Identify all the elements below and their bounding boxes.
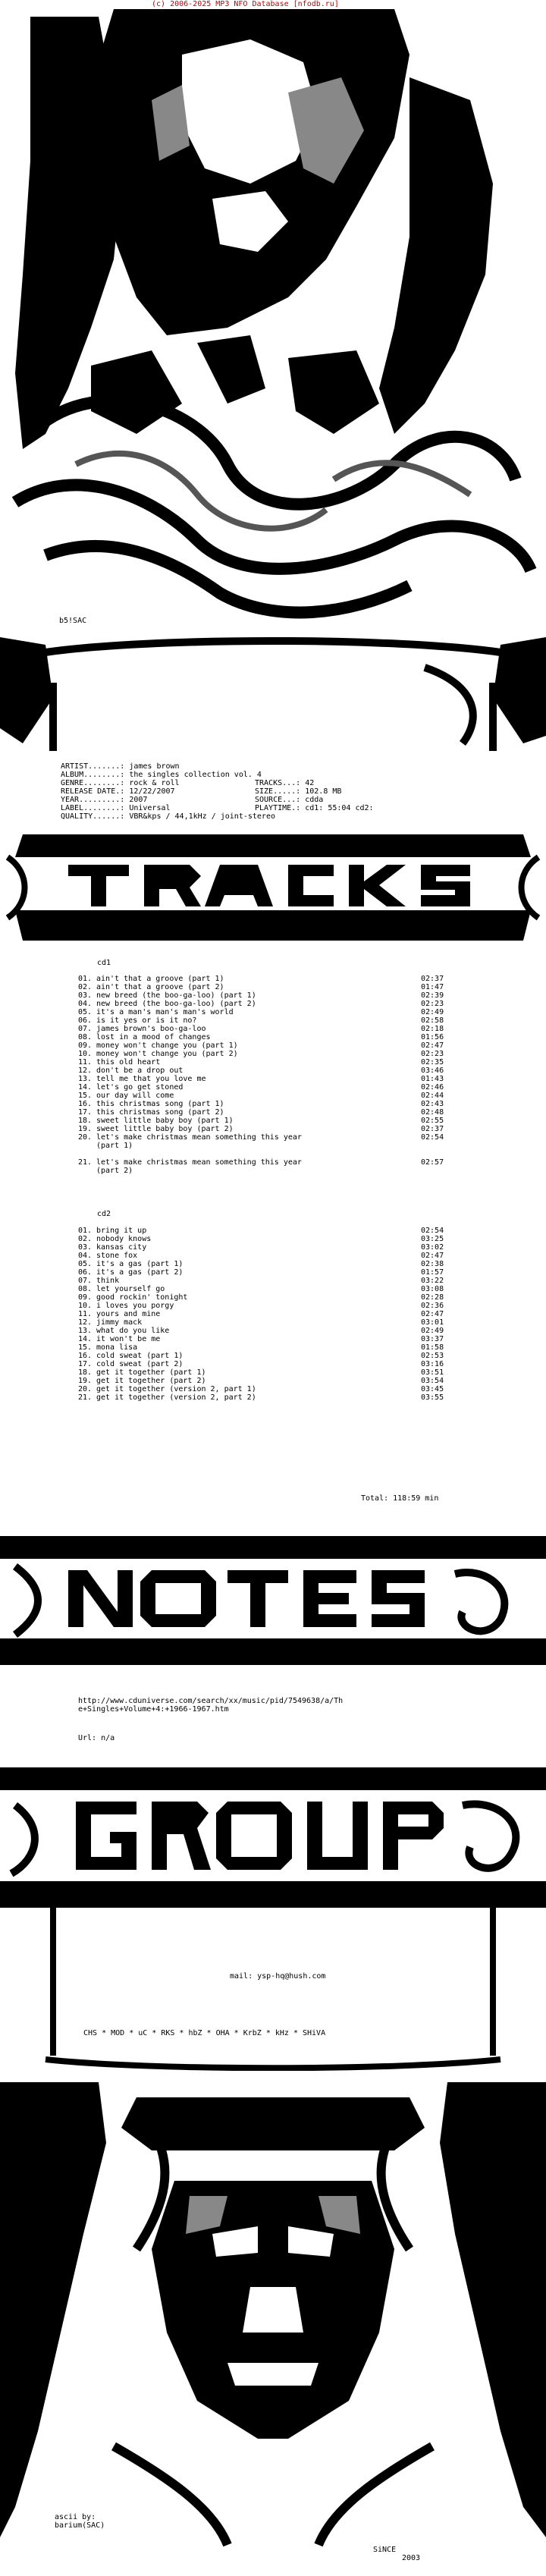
track-number: 13. (78, 1075, 93, 1083)
track-title: let's make christmas mean something this year (96, 1158, 302, 1167)
track-duration: 02:37 (421, 1125, 444, 1133)
track-duration: 02:47 (421, 1310, 444, 1318)
track-duration: 02:53 (421, 1352, 444, 1360)
track-row (78, 1041, 472, 1050)
track-title: get it together (version 2, part 2) (96, 1393, 256, 1402)
label-label: LABEL........: (61, 804, 125, 812)
track-row (78, 1293, 472, 1302)
track-number: 09. (78, 1041, 93, 1050)
track-number: 12. (78, 1067, 93, 1075)
track-number: 02. (78, 983, 93, 991)
track-title: this christmas song (part 1) (96, 1100, 224, 1108)
track-number: 15. (78, 1343, 93, 1352)
track-row (78, 1058, 472, 1067)
ascii-author: barium(SAC) (55, 2521, 105, 2530)
track-number: 19. (78, 1377, 93, 1385)
track-duration: 02:58 (421, 1016, 444, 1025)
track-duration: 02:54 (421, 1133, 444, 1142)
track-number: 14. (78, 1083, 93, 1092)
track-duration: 03:08 (421, 1285, 444, 1293)
track-duration: 02:57 (421, 1158, 444, 1167)
playtime-value: cd1: 55:04 cd2: (305, 804, 374, 812)
track-duration: 03:45 (421, 1385, 444, 1393)
track-title: kansas city (96, 1243, 147, 1252)
copyright-text: (c) 2006-2025 MP3 NFO Database [nfodb.ru] (152, 0, 339, 8)
url-line-1[interactable]: http://www.cduniverse.com/search/xx/music/pid/7549638/a/Th (78, 1697, 344, 1705)
track-number: 01. (78, 1227, 93, 1235)
track-duration: 03:37 (421, 1335, 444, 1343)
track-title: james brown's boo-ga-loo (96, 1025, 206, 1033)
tracks-label: TRACKS...: (255, 779, 301, 787)
track-title: new breed (the boo-ga-loo) (part 2) (96, 1000, 256, 1008)
release-label: RELEASE DATE.: (61, 787, 125, 796)
track-row (78, 1008, 472, 1016)
track-title: our day will come (96, 1092, 174, 1100)
track-row (78, 1075, 472, 1083)
track-number: 04. (78, 1000, 93, 1008)
track-row (78, 1133, 472, 1142)
track-number: 08. (78, 1033, 93, 1041)
quality-value: VBR&kps / 44,1kHz / joint-stereo (129, 812, 275, 821)
top-ascii-art (0, 9, 546, 639)
track-duration: 02:37 (421, 975, 444, 983)
track-title: it won't be me (96, 1335, 161, 1343)
track-number: 01. (78, 975, 93, 983)
album-value: the singles collection vol. 4 (129, 771, 262, 779)
track-title: let yourself go (96, 1285, 165, 1293)
track-number: 11. (78, 1058, 93, 1067)
since-year: 2003 (402, 2554, 421, 2562)
total-time: Total: 118:59 min (361, 1494, 439, 1503)
size-value: 102.8 MB (305, 787, 342, 796)
track-number: 07. (78, 1277, 93, 1285)
track-number: 12. (78, 1318, 93, 1327)
track-duration: 02:23 (421, 1050, 444, 1058)
track-title: mona lisa (96, 1343, 138, 1352)
track-duration: 03:16 (421, 1360, 444, 1368)
track-row (78, 1285, 472, 1293)
track-duration: 03:22 (421, 1277, 444, 1285)
track-duration: 03:01 (421, 1318, 444, 1327)
track-row (78, 1033, 472, 1041)
track-row (78, 1092, 472, 1100)
track-duration: 02:54 (421, 1227, 444, 1235)
track-number: 07. (78, 1025, 93, 1033)
track-duration: 02:49 (421, 1008, 444, 1016)
track-duration: 02:49 (421, 1327, 444, 1335)
track-duration: 02:39 (421, 991, 444, 1000)
tracks-banner (0, 827, 546, 948)
track-row (78, 1360, 472, 1368)
track-row (78, 1025, 472, 1033)
track-number: 06. (78, 1268, 93, 1277)
track-title: think (96, 1277, 120, 1285)
group-tag: b5!SAC (59, 617, 87, 625)
track-row (78, 975, 472, 983)
contact-mail[interactable]: mail: ysp-hq@hush.com (230, 1972, 326, 1981)
track-row (78, 1335, 472, 1343)
source-value: cdda (305, 796, 324, 804)
track-duration: 01:47 (421, 983, 444, 991)
track-row (78, 1377, 472, 1385)
track-duration: 02:23 (421, 1000, 444, 1008)
track-title: money won't change you (part 2) (96, 1050, 238, 1058)
track-row (78, 1067, 472, 1075)
track-row (78, 991, 472, 1000)
track-row (78, 1158, 472, 1167)
track-duration: 03:25 (421, 1235, 444, 1243)
track-title: new breed (the boo-ga-loo) (part 1) (96, 991, 256, 1000)
track-number: 14. (78, 1335, 93, 1343)
track-number: 20. (78, 1385, 93, 1393)
track-title: i loves you porgy (96, 1302, 174, 1310)
track-title: sweet little baby boy (part 1) (96, 1117, 234, 1125)
track-duration: 01:56 (421, 1033, 444, 1041)
track-number: 20. (78, 1133, 93, 1142)
track-duration: 03:54 (421, 1377, 444, 1385)
since-label: SiNCE (373, 2546, 397, 2554)
track-title: bring it up (96, 1227, 147, 1235)
size-label: SIZE.....: (255, 787, 301, 796)
track-number: 04. (78, 1252, 93, 1260)
track-title: it's a gas (part 2) (96, 1268, 184, 1277)
track-row (78, 1268, 472, 1277)
track-number: 18. (78, 1368, 93, 1377)
track-number: 13. (78, 1327, 93, 1335)
track-title: don't be a drop out (96, 1067, 184, 1075)
artist-value: james brown (129, 762, 180, 771)
quality-label: QUALITY......: (61, 812, 125, 821)
track-number: 05. (78, 1008, 93, 1016)
track-title: is it yes or is it no? (96, 1016, 197, 1025)
year-value: 2007 (129, 796, 148, 804)
track-number: 19. (78, 1125, 93, 1133)
track-number: 10. (78, 1302, 93, 1310)
track-row (78, 1352, 472, 1360)
track-duration: 02:43 (421, 1100, 444, 1108)
track-duration: 02:55 (421, 1117, 444, 1125)
track-number: 10. (78, 1050, 93, 1058)
track-duration: 03:51 (421, 1368, 444, 1377)
track-number: 17. (78, 1360, 93, 1368)
greets-list: CHS * MOD * uC * RKS * hbZ * OHA * KrbZ * kHz * SHiVA (83, 2029, 326, 2037)
track-title: this old heart (96, 1058, 161, 1067)
artist-label: ARTIST.......: (61, 762, 125, 771)
track-row (78, 1125, 472, 1133)
track-row (78, 1310, 472, 1318)
track-number: 09. (78, 1293, 93, 1302)
track-number: 11. (78, 1310, 93, 1318)
track-duration: 02:35 (421, 1058, 444, 1067)
track-title: ain't that a groove (part 2) (96, 983, 224, 991)
url-na: Url: n/a (78, 1734, 115, 1742)
track-duration: 02:28 (421, 1293, 444, 1302)
track-row (78, 1252, 472, 1260)
track-title-continued: (part 1) (96, 1142, 133, 1150)
track-title: stone fox (96, 1252, 138, 1260)
track-number: 21. (78, 1158, 93, 1167)
track-title: ain't that a groove (part 1) (96, 975, 224, 983)
source-label: SOURCE...: (255, 796, 301, 804)
track-row (78, 983, 472, 991)
track-row (78, 1260, 472, 1268)
track-row (78, 1393, 472, 1402)
track-title-continued: (part 2) (96, 1167, 133, 1175)
track-row (78, 1108, 472, 1117)
track-row (78, 1385, 472, 1393)
notes-banner (0, 1536, 546, 1669)
track-number: 03. (78, 991, 93, 1000)
track-title: it's a man's man's man's world (96, 1008, 234, 1016)
track-row (78, 1050, 472, 1058)
track-duration: 02:46 (421, 1083, 444, 1092)
track-title: sweet little baby boy (part 2) (96, 1125, 234, 1133)
track-duration: 03:46 (421, 1067, 444, 1075)
track-row (78, 1277, 472, 1285)
track-row (78, 1235, 472, 1243)
track-number: 15. (78, 1092, 93, 1100)
track-title: yours and mine (96, 1310, 161, 1318)
track-duration: 02:36 (421, 1302, 444, 1310)
track-row (78, 1117, 472, 1125)
track-number: 06. (78, 1016, 93, 1025)
track-row (78, 1343, 472, 1352)
track-duration: 03:55 (421, 1393, 444, 1402)
track-number: 16. (78, 1352, 93, 1360)
track-row (78, 1016, 472, 1025)
track-number: 03. (78, 1243, 93, 1252)
track-title: get it together (part 1) (96, 1368, 206, 1377)
track-title: lost in a mood of changes (96, 1033, 211, 1041)
year-label: YEAR.........: (61, 796, 125, 804)
track-title: what do you like (96, 1327, 170, 1335)
track-duration: 01:57 (421, 1268, 444, 1277)
scroll-frame (0, 1881, 546, 2071)
track-duration: 01:43 (421, 1075, 444, 1083)
track-duration: 01:58 (421, 1343, 444, 1352)
cd2-title: cd2 (97, 1210, 111, 1218)
track-title: let's make christmas mean something this year (96, 1133, 302, 1142)
track-title: good rockin' tonight (96, 1293, 188, 1302)
track-number: 16. (78, 1100, 93, 1108)
track-row (78, 1318, 472, 1327)
label-value: Universal (129, 804, 171, 812)
track-title: let's go get stoned (96, 1083, 184, 1092)
track-duration: 02:18 (421, 1025, 444, 1033)
track-number: 17. (78, 1108, 93, 1117)
track-duration: 03:02 (421, 1243, 444, 1252)
track-row (78, 1227, 472, 1235)
track-title: it's a gas (part 1) (96, 1260, 184, 1268)
track-number: 05. (78, 1260, 93, 1268)
playtime-label: PLAYTIME.: (255, 804, 301, 812)
scroll-top-edge (0, 637, 546, 751)
cd1-title: cd1 (97, 959, 111, 967)
track-row (78, 1243, 472, 1252)
track-row (78, 1100, 472, 1108)
track-title: cold sweat (part 1) (96, 1352, 184, 1360)
track-number: 21. (78, 1393, 93, 1402)
track-duration: 02:48 (421, 1108, 444, 1117)
track-title: jimmy mack (96, 1318, 143, 1327)
track-number: 08. (78, 1285, 93, 1293)
track-row (78, 1083, 472, 1092)
track-row (78, 1368, 472, 1377)
track-row (78, 1327, 472, 1335)
track-number: 02. (78, 1235, 93, 1243)
track-duration: 02:47 (421, 1041, 444, 1050)
track-title: cold sweat (part 2) (96, 1360, 184, 1368)
track-title: this christmas song (part 2) (96, 1108, 224, 1117)
genre-label: GENRE........: (61, 779, 125, 787)
track-title: nobody knows (96, 1235, 152, 1243)
track-row (78, 1302, 472, 1310)
track-title: money won't change you (part 1) (96, 1041, 238, 1050)
track-number: 18. (78, 1117, 93, 1125)
track-duration: 02:38 (421, 1260, 444, 1268)
release-value: 12/22/2007 (129, 787, 175, 796)
genre-value: rock & roll (129, 779, 180, 787)
tracks-value: 42 (305, 779, 315, 787)
track-duration: 02:44 (421, 1092, 444, 1100)
track-title: tell me that you love me (96, 1075, 206, 1083)
ascii-by-label: ascii by: (55, 2513, 96, 2521)
track-row (78, 1000, 472, 1008)
header-bar (0, 0, 546, 9)
url-line-2[interactable]: e+Singles+Volume+4:+1966-1967.htm (78, 1705, 229, 1714)
track-title: get it together (version 2, part 1) (96, 1385, 256, 1393)
album-label: ALBUM........: (61, 771, 125, 779)
track-title: get it together (part 2) (96, 1377, 206, 1385)
track-duration: 02:47 (421, 1252, 444, 1260)
bottom-ascii-art (0, 2082, 546, 2560)
